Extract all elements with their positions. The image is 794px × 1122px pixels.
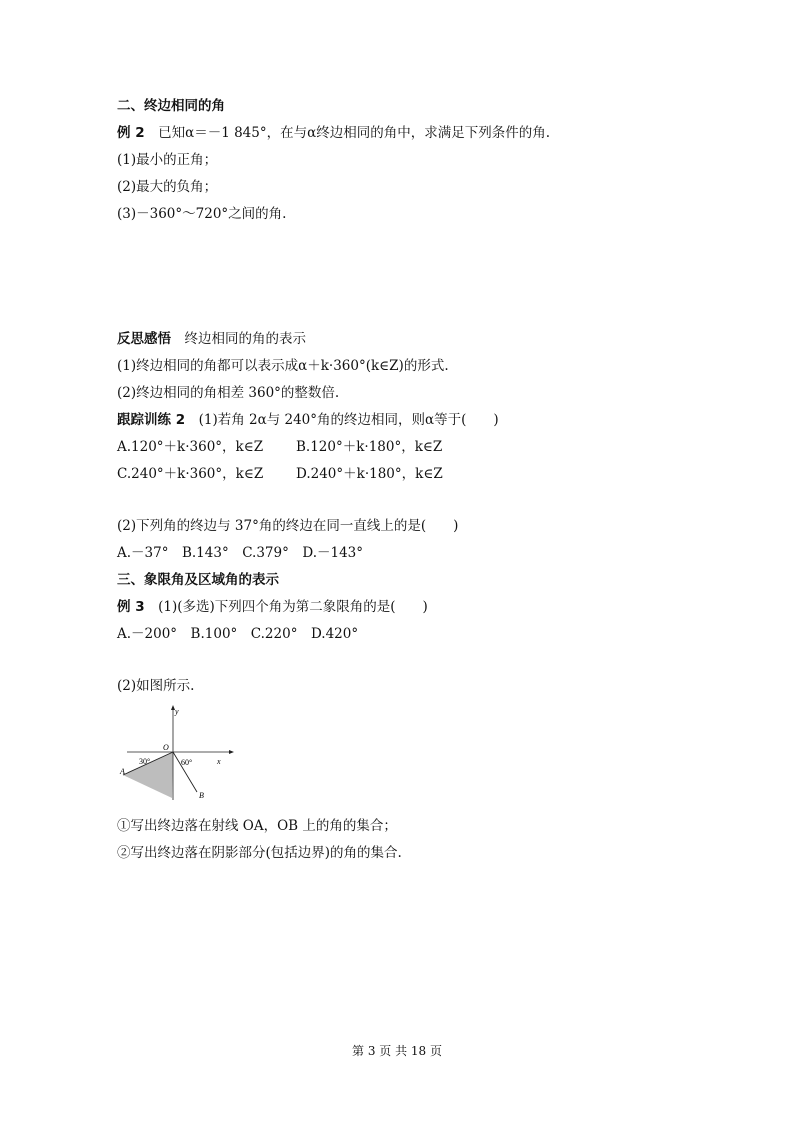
example2-item-1: (1)最小的正角； [117,152,218,168]
example3-q2: (2)如图所示. [117,678,195,694]
x-axis-label: x [217,757,221,766]
reflection-p2: (2)终边相同的角相差 360°的整数倍. [117,385,340,401]
example2-item-3: (3)－360°～720°之间的角. [117,206,287,222]
track2-label: 跟踪训练 2 [117,412,186,428]
example2-text: 已知α＝－1 845°，在与α终边相同的角中，求满足下列条件的角. [158,125,551,141]
x-axis-arrow [229,750,234,754]
origin-label: O [163,743,169,752]
page-footer: 第 3 页 共 18 页 [352,1044,442,1058]
angle-30-label: 30° [139,757,151,766]
track2-q2-options: A.－37° B.143° C.379° D.－143° [117,545,364,561]
section2-heading: 二、终边相同的角 [117,98,225,114]
reflection-title: 终边相同的角的表示 [184,331,306,347]
reflection-p1: (1)终边相同的角都可以表示成α＋k·360°(k∈Z)的形式. [117,358,449,374]
example3-q1-options: A.－200° B.100° C.220° D.420° [117,626,359,642]
example3-sub1: ①写出终边落在射线 OA，OB 上的角的集合； [117,818,397,834]
section3-heading: 三、象限角及区域角的表示 [117,572,279,588]
track2-line [117,411,499,429]
example3-label: 例 3 [117,599,145,615]
track2-option-b: B.120°＋k·180°，k∈Z [296,439,443,455]
track2-option-a: A.120°＋k·360°，k∈Z [117,439,264,455]
angle-figure [117,700,237,805]
example3-line [117,598,428,616]
example2-item-2: (2)最大的负角； [117,179,218,195]
track2-option-d: D.240°＋k·180°，k∈Z [296,466,443,482]
point-a-label: A [120,767,125,776]
angle-60-label: 60° [181,758,193,767]
track2-q1: (1)若角 2α与 240°角的终边相同，则α等于( ) [198,412,499,428]
point-b-label: B [199,791,204,800]
track2-option-c: C.240°＋k·360°，k∈Z [117,466,264,482]
example2-line [117,124,550,142]
reflection-line [117,330,306,348]
track2-q2: (2)下列角的终边与 37°角的终边在同一直线上的是( ) [117,518,459,534]
example3-sub2: ②写出终边落在阴影部分(包括边界)的角的集合. [117,845,402,861]
example2-label: 例 2 [117,125,145,141]
example3-q1: (1)(多选)下列四个角为第二象限角的是( ) [158,599,428,615]
y-axis-label: y [175,707,179,716]
reflection-label: 反思感悟 [117,331,171,347]
